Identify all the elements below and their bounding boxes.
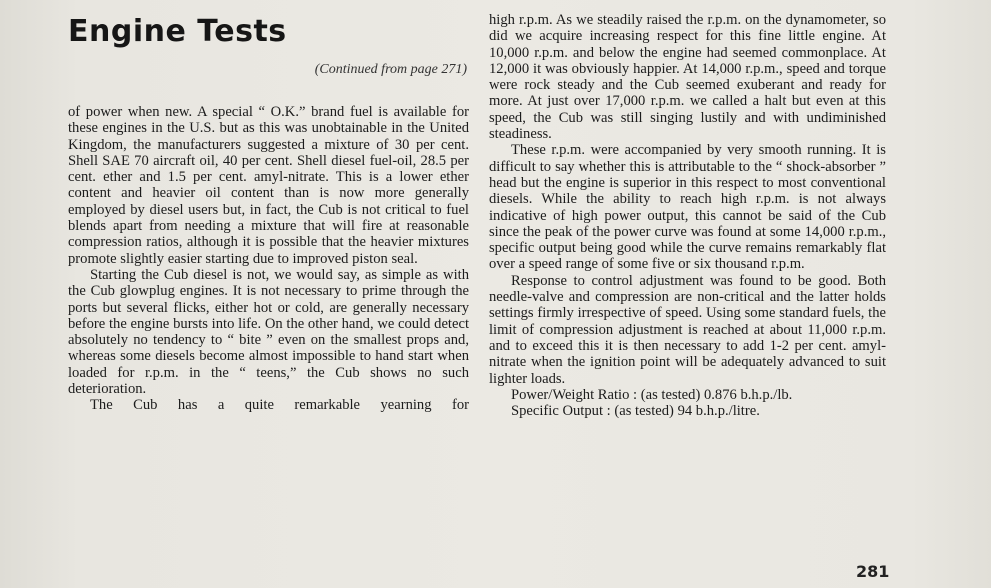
right-column (489, 12, 886, 419)
paragraph: high r.p.m. As we steadily raised the r.p.m. on the dynamometer, so did we acquire increasing respect for this fine little engine. At 10,000 r.p.m. and below the engine had seemed commonplace. At 12,000 it was obviously happier. At 14,000 r.p.m., speed and torque were rock steady and the Cub seemed exuberant and ready for more. At just over 17,000 r.p.m. we called a halt but even at this speed, the Cub was still singing lustily and with undiminished steadiness. (489, 12, 886, 143)
article-title: Engine Tests (68, 14, 287, 49)
paragraph: Starting the Cub diesel is not, we would say, as simple as with the Cub glowplug engines. It is not necessary to prime through the ports but several flicks, either hot or cold, are generally necessary before the engine bursts into life. On the other hand, we could detect absolutely no tendency to “ bite ” even on the smallest props and, whereas some diesels become almost impossible to hand start when loaded for r.p.m. in the “ teens,” the Cub shows no such deterioration. (68, 266, 469, 398)
paragraph: These r.p.m. were accompanied by very smooth running. It is difficult to say whether this is attributable to the “ shock-absorber ” head but the engine is superior in this respect to most conventional diesels. While the ability to reach high r.p.m. is not always indicative of high power output, this cannot be said of the Cub since the peak of the power curve was found at some 14,000 r.p.m., specific output being good while the curve remains remarkably flat over a speed range of some five or six thousand r.p.m. (489, 142, 886, 273)
spec-power-weight: Power/Weight Ratio : (as tested) 0.876 b.h.p./lb. (511, 386, 793, 403)
continued-note: (Continued from page 271) (314, 62, 467, 77)
paragraph: Response to control adjustment was found to be good. Both needle-valve and compression are non-critical and the latter holds settings firmly irrespective of speed. Using some standard fuels, the limit of compression adjustment is reached at about 11,000 r.p.m. and to exceed this it is then necessary to add 1-2 per cent. amyl-nitrate when the ignition point will be adequately advanced to suit lighter loads. (489, 272, 886, 387)
spec-specific-output: Specific Output : (as tested) 94 b.h.p./litre. (511, 403, 760, 420)
page-number: 281 (856, 562, 890, 581)
paragraph: of power when new. A special “ O.K.” brand fuel is available for these engines in the U.S. but as this was unobtainable in the United Kingdom, the manufacturers suggested a mixture of 30 per cent. Shell SAE 70 aircraft oil, 40 per cent. Shell diesel fuel-oil, 28.5 per cent. ether and 1.5 per cent. amyl-nitrate. This is a lower ether content and heavier oil content than is now more generally employed by diesel users but, in fact, the Cub is not critical to fuel blends apart from needing a mixture that will fire at reasonable compression ratios, although it is possible that the heavier mixtures promote slightly easier starting due to improved piston seal. (68, 104, 469, 267)
left-column (68, 104, 469, 414)
paragraph: The Cub has a quite remarkable yearning for (90, 397, 469, 414)
